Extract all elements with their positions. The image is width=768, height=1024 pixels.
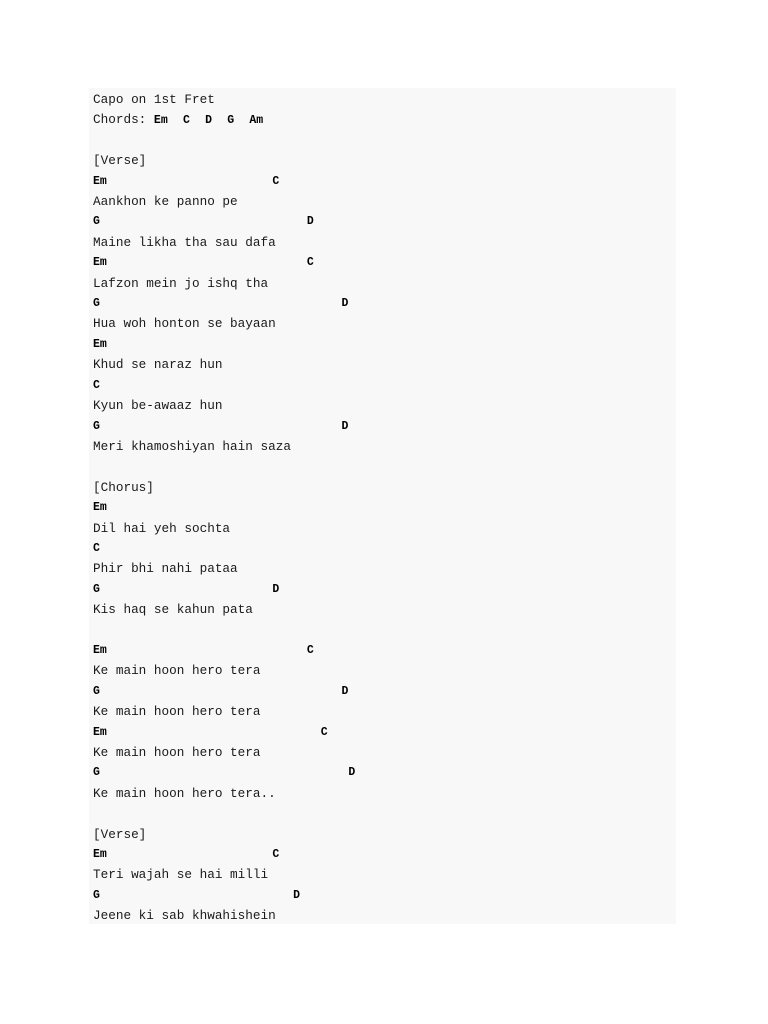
lyric-line: Ke main hoon hero tera: [93, 663, 261, 679]
section-label: [Chorus]: [93, 479, 154, 495]
section-label: [Verse]: [93, 153, 147, 169]
lyric-line: Jeene ki sab khwahishein: [93, 908, 276, 924]
lyric-line: Dil hai yeh sochta: [93, 520, 231, 536]
lyric-line: Aankhon ke panno pe: [93, 194, 238, 210]
lyric-line: Khud se naraz hun: [93, 357, 223, 373]
blank-line: [93, 131, 355, 151]
lyric-line: Hua woh honton se bayaan: [93, 316, 276, 332]
summary-chord: D: [205, 114, 213, 128]
summary-chord: Em: [153, 114, 168, 128]
chords-label: Chords:: [93, 112, 154, 128]
lyric-line: Kyun be-awaaz hun: [93, 398, 223, 414]
chord-line: C: [93, 541, 100, 555]
summary-chord: G: [227, 114, 235, 128]
lyric-line: Ke main hoon hero tera: [93, 745, 261, 760]
chord-line: G D: [93, 582, 280, 596]
lyric-line: Phir bhi nahi pataa: [93, 561, 238, 577]
lyric-line: Meri khamoshiyan hain saza: [93, 438, 291, 454]
chord-line: Em: [93, 337, 107, 351]
blank-line: [93, 621, 355, 641]
chord-sheet: [89, 88, 676, 924]
lyric-line: Ke main hoon hero tera: [93, 704, 261, 720]
chord-line: G D: [93, 419, 349, 433]
lyric-line: Maine likha tha sau dafa: [93, 234, 276, 250]
blank-line: [93, 804, 355, 824]
chord-line: C: [93, 378, 100, 392]
chord-line: Em C: [93, 725, 328, 739]
chord-line: G D: [93, 297, 349, 311]
section-label: [Verse]: [93, 826, 147, 842]
lyric-line: Teri wajah se hai milli: [93, 867, 269, 883]
lyric-line: Lafzon mein jo ishq tha: [93, 275, 269, 291]
chord-line: G D: [93, 888, 301, 902]
chord-line: Em: [93, 501, 107, 515]
summary-chord: C: [182, 114, 190, 128]
lyric-line: Ke main hoon hero tera..: [93, 785, 276, 801]
lyric-line: Kis haq se kahun pata: [93, 602, 253, 618]
chord-line: Em C: [93, 256, 314, 270]
summary-chord: Am: [249, 114, 264, 128]
chords-summary-line: [93, 110, 355, 130]
song-lines: [93, 131, 355, 924]
chord-line: Em C: [93, 643, 314, 657]
blank-line: [93, 457, 355, 477]
chord-line: G D: [93, 766, 356, 780]
chord-line: G D: [93, 684, 349, 698]
chord-line: G D: [93, 215, 314, 229]
chord-line: Em C: [93, 848, 280, 862]
chord-line: Em C: [93, 174, 280, 188]
sheet-content: [93, 90, 355, 924]
capo-line: Capo on 1st Fret: [93, 92, 215, 107]
